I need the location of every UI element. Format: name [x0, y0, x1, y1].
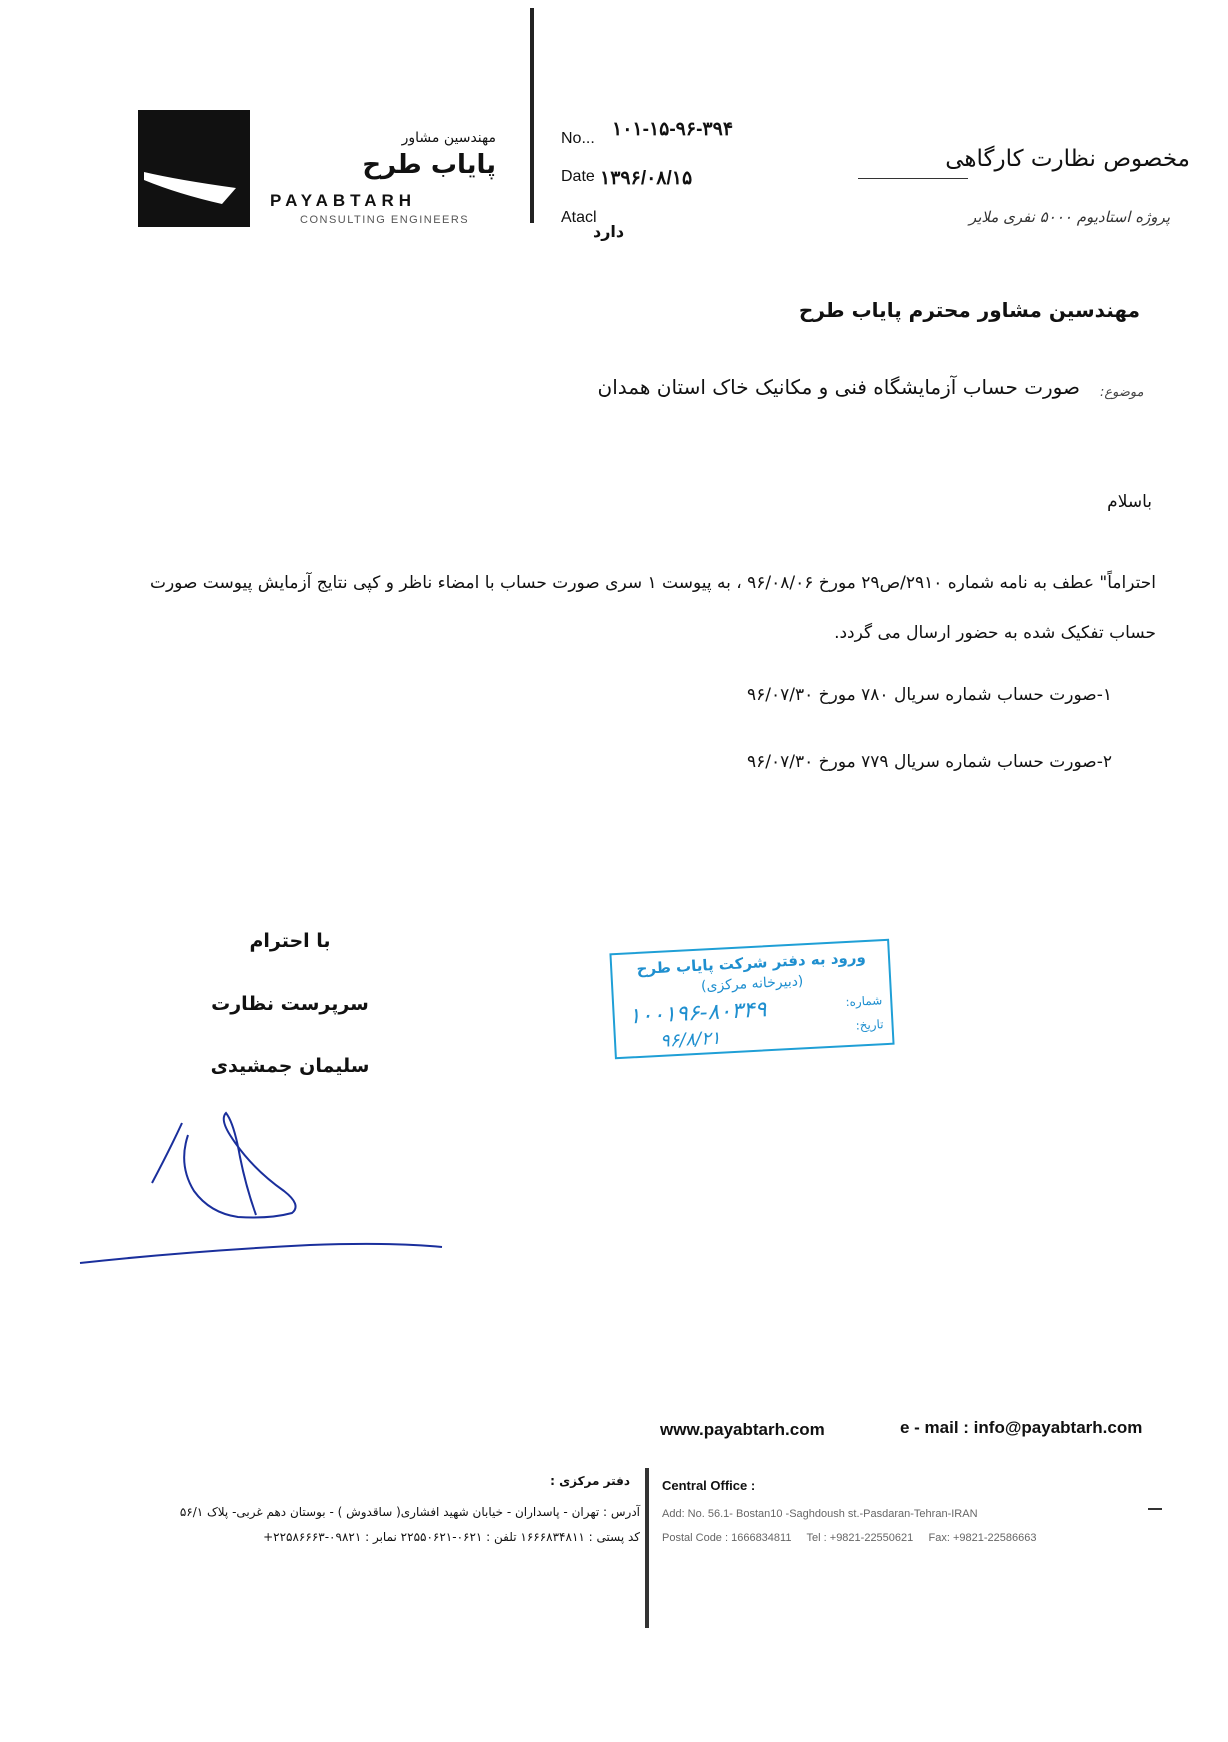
letter-number-value: ۱۰۱-۱۵-۹۶-۳۹۴ [612, 119, 734, 140]
footer-fa-address: آدرس : تهران - پاسداران - خیابان شهید افشاری( ساقدوش ) - بوستان دهم غربی- پلاک ۵۶/۱ [179, 1505, 640, 1519]
footer-en-office-label: Central Office : [662, 1478, 756, 1493]
header-divider [530, 8, 534, 223]
footer-fa-contact: کد پستی : ۱۶۶۶۸۳۴۸۱۱ تلفن : ۰۶۲۱-۲۲۵۵۰۶۲۱ نمابر : ۰۹۸۲۱-۲۲۵۸۶۶۶۳+ [263, 1530, 640, 1544]
letter-date-value: ۱۳۹۶/۰۸/۱۵ [600, 168, 693, 189]
subject-text: صورت حساب آزمایشگاه فنی و مکانیک خاک استان همدان [597, 375, 1080, 399]
stamp-subtitle: (دبیرخانه مرکزی) [700, 973, 804, 995]
handwritten-signature [70, 1095, 450, 1270]
received-stamp [609, 939, 894, 1060]
company-en-name: PAYABTARH [270, 191, 417, 210]
list-item: ۱-صورت حساب شماره سریال ۷۸۰ مورخ ۹۶/۰۷/۳۰ [747, 685, 1112, 705]
footer-website[interactable]: www.payabtarh.com [660, 1420, 825, 1439]
stamp-date-label: تاریخ: [855, 1017, 884, 1033]
company-fa-name: پایاب طرح [362, 150, 496, 180]
letter-date-label: Date [561, 168, 595, 185]
handwritten-project-note: پروژه استادیوم ۵۰۰۰ نفری ملایر [968, 208, 1170, 226]
stamp-title: ورود به دفتر شرکت پایاب طرح [636, 948, 867, 978]
footer-fa-office-label: دفتر مرکزی : [550, 1474, 630, 1488]
stamp-number-label: شماره: [845, 993, 883, 1010]
footer-dash [1148, 1508, 1162, 1510]
subject-label: موضوع: [1100, 385, 1144, 400]
signer-name: سلیمان جمشیدی [210, 1055, 370, 1077]
company-logo [138, 110, 250, 227]
stamp-date: ۹۶/۸/۲۱ [659, 1027, 722, 1052]
list-item: ۲-صورت حساب شماره سریال ۷۷۹ مورخ ۹۶/۰۷/۳۰ [747, 752, 1112, 772]
signer-title: سرپرست نظارت [211, 993, 369, 1015]
closing-text: با احترام [249, 930, 331, 952]
letter-number-label: No... [561, 130, 595, 147]
special-note-underline [858, 178, 968, 179]
body-paragraph: احتراماً" عطف به نامه شماره ۲۹۱۰/ص۲۹ مورخ ۹۶/۰۸/۰۶ ، به پیوست ۱ سری صورت حساب با امضاء ناظر و کپی نتایج آزمایش پیوست صورت حساب تفکیک شده به حضور ارسال می گردد. [149, 573, 1156, 643]
footer-email[interactable]: e - mail : info@payabtarh.com [900, 1418, 1143, 1437]
attachment-value: دارد [593, 222, 625, 241]
footer-en-address: Add: No. 56.1- Bostan10 -Saghdoush st.-Pasdaran-Tehran-IRAN [662, 1508, 978, 1520]
attachment-label: Atacl [561, 209, 597, 226]
handwritten-special-note: مخصوص نظارت کارگاهی [945, 146, 1190, 172]
greeting: باسلام [1107, 492, 1152, 512]
company-en-subtitle: CONSULTING ENGINEERS [300, 214, 470, 226]
company-fa-subtitle: مهندسین مشاور [401, 130, 496, 146]
footer-en-contact: Postal Code : 1666834811 Tel : +9821-22550621 Fax: +9821-22586663 [662, 1532, 1037, 1544]
stamp-number: ۱۰۰۱۹۶-۸۰۳۴۹ [628, 997, 768, 1030]
recipient-line: مهندسین مشاور محترم پایاب طرح [798, 298, 1140, 322]
footer-divider [645, 1468, 649, 1628]
